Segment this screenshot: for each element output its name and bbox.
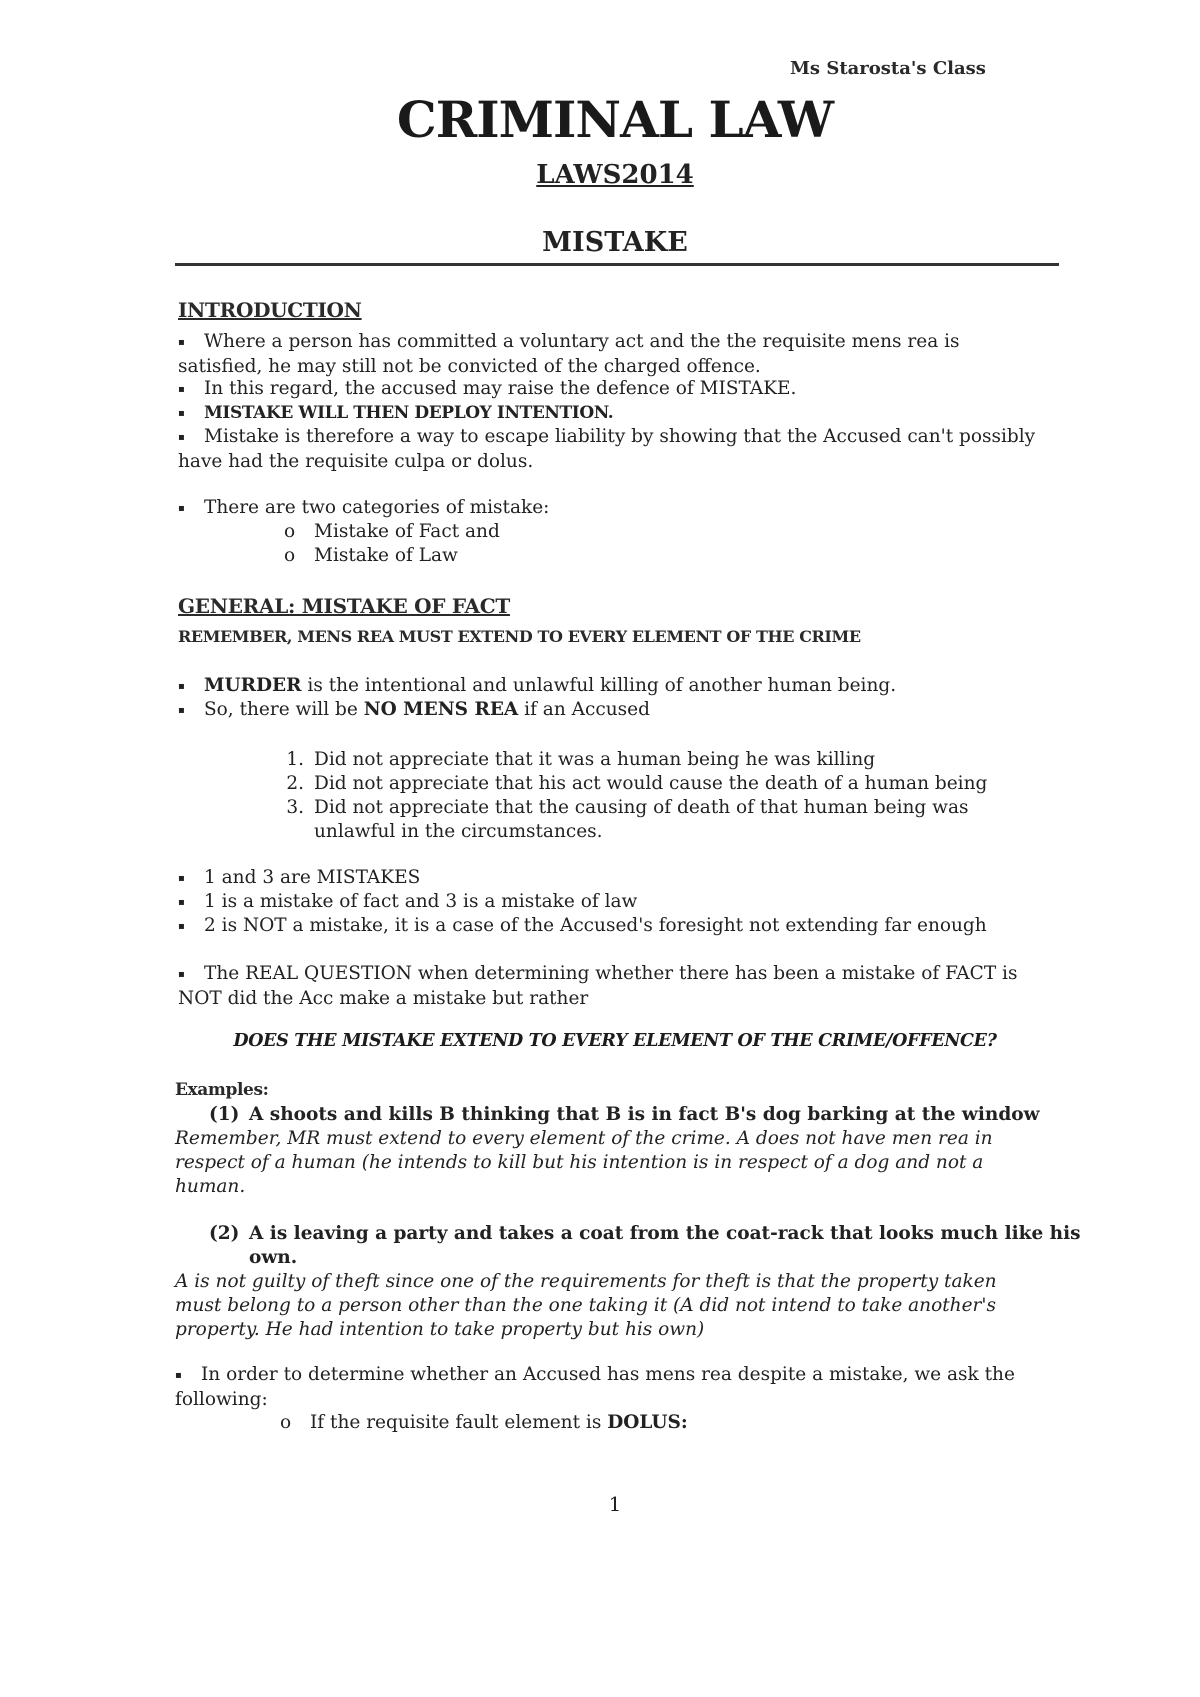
bullet-icon: ▪ — [178, 873, 185, 884]
topic-title: MISTAKE — [542, 227, 688, 258]
murder-bullet: ▪ MURDER is the intentional and unlawful killing of another human being. — [178, 674, 896, 699]
header-rule — [175, 263, 1059, 266]
list-item: 3. Did not appreciate that the causing of death of that human being was unlawful in the circumstances. — [286, 797, 969, 842]
bullet-icon: ▪ — [178, 969, 185, 980]
example-1-title: (1) A shoots and kills B thinking that B is in fact B's dog barking at the window — [209, 1104, 1040, 1125]
bullet-icon: ▪ — [178, 503, 185, 514]
bullet-icon: ▪ — [178, 384, 185, 395]
circle-bullet-icon: o — [284, 521, 296, 542]
real-question-bullet: ▪ The REAL QUESTION when determining whether there has been a mistake of FACT is NOT did the Acc make a mistake but rather — [178, 963, 1018, 1009]
bullet-icon: ▪ — [178, 705, 185, 716]
dolus-subitem: o If the requisite fault element is DOLUS: — [280, 1412, 688, 1433]
category-law: o Mistake of Law — [284, 545, 458, 566]
list-item: 1. Did not appreciate that it was a human being he was killing — [286, 749, 876, 770]
key-question: DOES THE MISTAKE EXTEND TO EVERY ELEMENT OF THE CRIME/OFFENCE? — [233, 1031, 997, 1051]
bullet-icon: ▪ — [178, 921, 185, 932]
bullet-icon: ▪ — [178, 681, 185, 692]
bullet-icon: ▪ — [178, 432, 185, 443]
intro-bullet-2: ▪ In this regard, the accused may raise the defence of MISTAKE. — [178, 377, 796, 402]
examples-heading: Examples: — [175, 1080, 269, 1100]
circle-bullet-icon: o — [280, 1412, 292, 1433]
example-1-explanation: Remember, MR must extend to every element of the crime. A does not have men rea in respect of a human (he intends to kill but his intention is in respect of a dog and not a human. — [175, 1128, 993, 1197]
intro-bullet-1: ▪ Where a person has committed a voluntary act and the the requisite mens rea is satisfied, he may still not be convicted of the charged offence. — [178, 331, 960, 377]
category-fact: o Mistake of Fact and — [284, 521, 500, 542]
intro-heading: INTRODUCTION — [178, 298, 362, 322]
mistakes-bullet: ▪ 1 and 3 are MISTAKES — [178, 866, 420, 891]
intro-bullet-3: ▪ MISTAKE WILL THEN DEPLOY INTENTION. — [178, 401, 613, 426]
intro-bullet-4: ▪ Mistake is therefore a way to escape liability by showing that the Accused can't possibly have had the requisite culpa or dolus. — [178, 426, 1036, 472]
document-title: CRIMINAL LAW — [396, 90, 834, 149]
list-item: 2. Did not appreciate that his act would cause the death of a human being — [286, 773, 988, 794]
bullet-icon: ▪ — [175, 1370, 182, 1381]
class-name: Ms Starosta's Class — [790, 58, 986, 79]
bullet-icon: ▪ — [178, 897, 185, 908]
circle-bullet-icon: o — [284, 545, 296, 566]
bullet-icon: ▪ — [178, 408, 185, 419]
page-number: 1 — [608, 1492, 622, 1516]
closing-bullet: ▪ In order to determine whether an Accused has mens rea despite a mistake, we ask the following: — [175, 1364, 1015, 1410]
remember-line: REMEMBER, MENS REA MUST EXTEND TO EVERY ELEMENT OF THE CRIME — [178, 627, 861, 646]
course-code: LAWS2014 — [536, 160, 694, 190]
foresight-bullet: ▪ 2 is NOT a mistake, it is a case of the Accused's foresight not extending far enough — [178, 914, 987, 939]
bullet-icon: ▪ — [178, 337, 185, 348]
fact-law-bullet: ▪ 1 is a mistake of fact and 3 is a mistake of law — [178, 890, 637, 915]
no-mens-rea-bullet: ▪ So, there will be NO MENS REA if an Accused — [178, 698, 650, 723]
example-2-title: (2) A is leaving a party and takes a coat from the coat-rack that looks much like his own. — [209, 1223, 1081, 1268]
example-2-explanation: A is not guilty of theft since one of the requirements for theft is that the property taken must belong to a person other than the one taking it (A did not intend to take another's property. He had intention to take property but his own) — [175, 1271, 997, 1340]
general-heading: GENERAL: MISTAKE OF FACT — [178, 594, 510, 618]
intro-bullet-5: ▪ There are two categories of mistake: — [178, 496, 549, 521]
